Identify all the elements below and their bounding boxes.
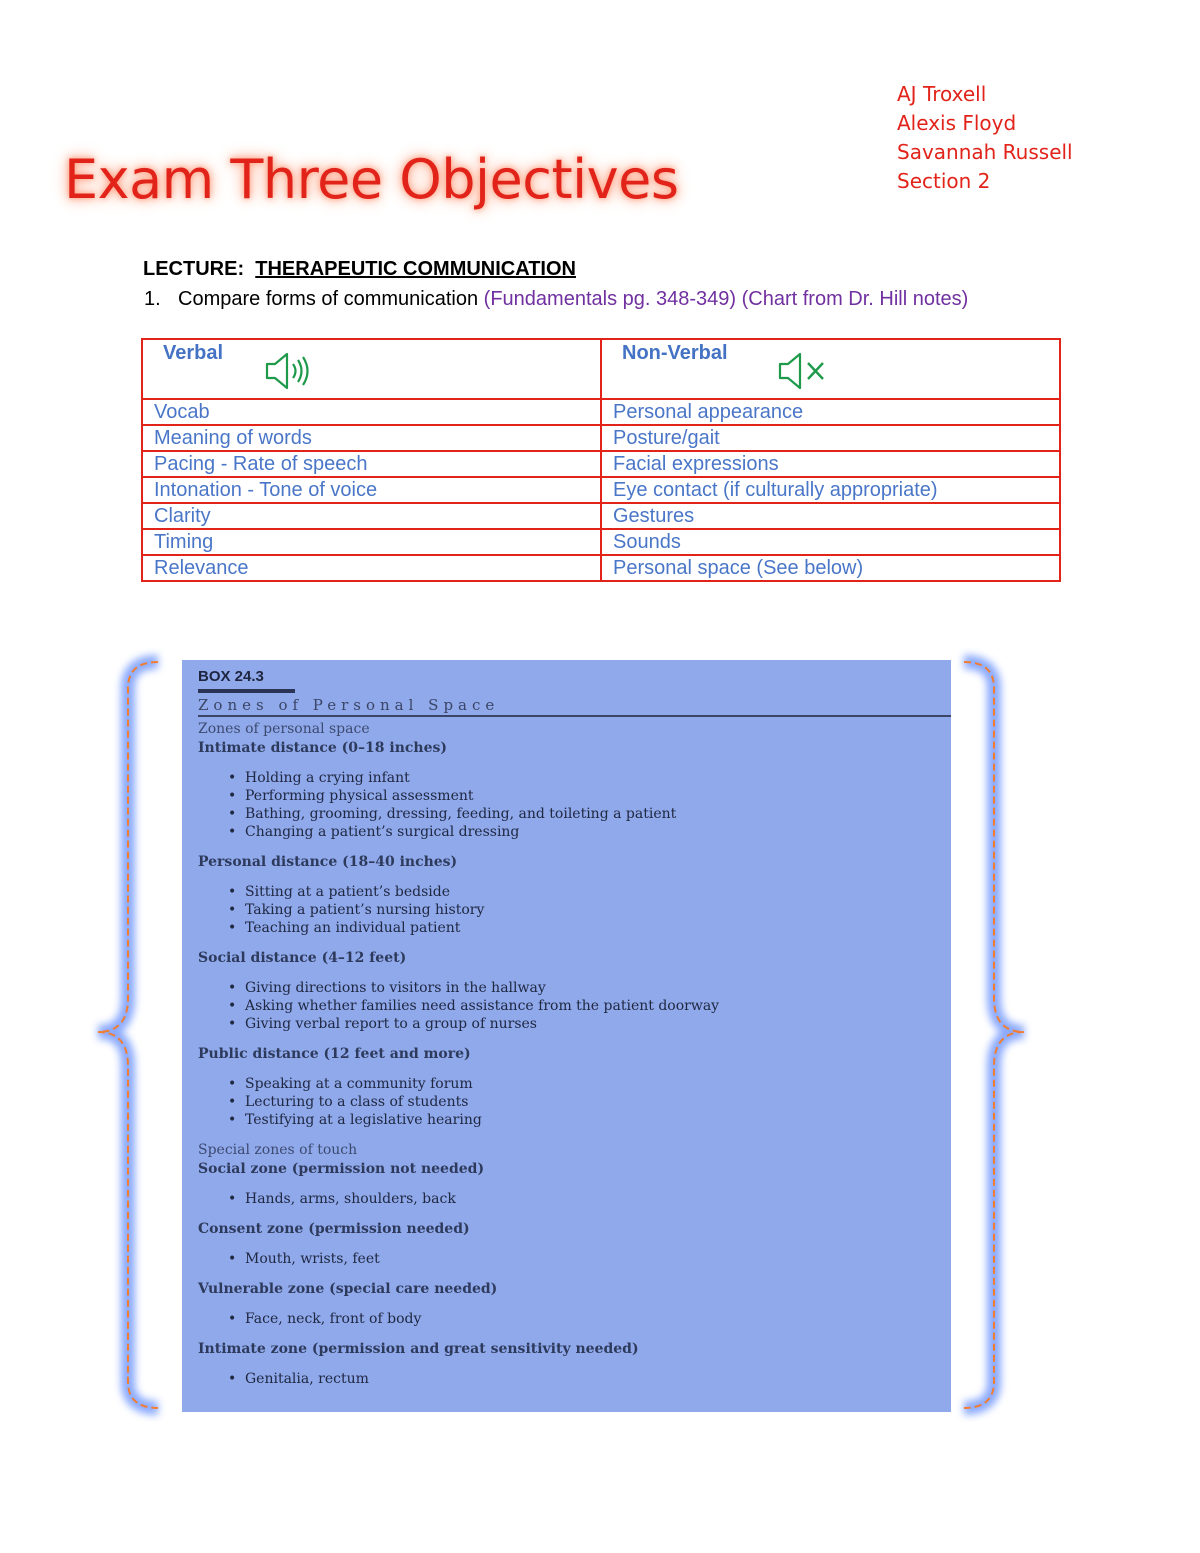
list-item: • Testifying at a legislative hearing <box>245 1111 941 1129</box>
speaker-on-icon <box>263 350 315 392</box>
table-cell-verbal: Pacing - Rate of speech <box>142 451 601 477</box>
lecture-colon: : <box>237 258 245 280</box>
non-verbal-header <box>601 339 1060 399</box>
section-list <box>198 769 941 841</box>
table-row <box>142 425 1060 451</box>
section-list <box>198 979 941 1033</box>
lecture-heading <box>143 258 576 281</box>
list-item: • Giving verbal report to a group of nurses <box>245 1015 941 1033</box>
list-item: • Face, neck, front of body <box>245 1310 941 1328</box>
section-heading: Vulnerable zone (special care needed) <box>198 1281 498 1297</box>
list-item: • Changing a patient’s surgical dressing <box>245 823 941 841</box>
personal-space-box <box>182 660 951 1412</box>
table-cell-verbal: Clarity <box>142 503 601 529</box>
communication-table <box>141 338 1061 582</box>
table-cell-verbal: Intonation - Tone of voice <box>142 477 601 503</box>
table-row <box>142 399 1060 425</box>
box-label-underline <box>198 689 295 693</box>
section-heading: Social distance (4–12 feet) <box>198 950 407 966</box>
author-list <box>897 80 1073 196</box>
table-row <box>142 451 1060 477</box>
table-cell-non-verbal: Facial expressions <box>601 451 1060 477</box>
table-cell-verbal: Vocab <box>142 399 601 425</box>
section-heading: Social zone (permission not needed) <box>198 1161 485 1177</box>
page-title: Exam Three Objectives <box>64 148 679 211</box>
list-item: • Sitting at a patient’s bedside <box>245 883 941 901</box>
author-name: Savannah Russell <box>897 140 1073 164</box>
section-list <box>198 1370 941 1388</box>
list-item: • Speaking at a community forum <box>245 1075 941 1093</box>
section-list <box>198 1075 941 1129</box>
lecture-label: LECTURE <box>143 258 238 280</box>
objective-reference: (Fundamentals pg. 348-349) (Chart from Dr. Hill notes) <box>483 288 969 310</box>
box-content <box>198 720 941 1388</box>
section-list <box>198 1190 941 1208</box>
objective-text: Compare forms of communication <box>178 288 484 310</box>
list-item: • Holding a crying infant <box>245 769 941 787</box>
list-item: • Hands, arms, shoulders, back <box>245 1190 941 1208</box>
list-item: • Performing physical assessment <box>245 787 941 805</box>
section-heading: Special zones of touch <box>198 1142 358 1158</box>
list-item: • Giving directions to visitors in the hallway <box>245 979 941 997</box>
box-title-rule <box>198 715 951 717</box>
objective-number: 1. <box>144 288 161 310</box>
non-verbal-header-label: Non-Verbal <box>622 342 728 364</box>
table-cell-non-verbal: Posture/gait <box>601 425 1060 451</box>
right-brace-icon <box>956 648 1036 1422</box>
table-cell-non-verbal: Sounds <box>601 529 1060 555</box>
verbal-header <box>142 339 601 399</box>
box-label: BOX 24.3 <box>198 668 264 685</box>
list-item: • Mouth, wrists, feet <box>245 1250 941 1268</box>
section-heading: Public distance (12 feet and more) <box>198 1046 471 1062</box>
section-heading: Zones of personal space <box>198 721 370 737</box>
table-header-row <box>142 339 1060 399</box>
table-cell-verbal: Timing <box>142 529 601 555</box>
author-name: AJ Troxell <box>897 82 987 106</box>
table-row <box>142 477 1060 503</box>
section-heading: Personal distance (18–40 inches) <box>198 854 458 870</box>
list-item: • Taking a patient’s nursing history <box>245 901 941 919</box>
table-row <box>142 503 1060 529</box>
table-row <box>142 529 1060 555</box>
table-cell-verbal: Meaning of words <box>142 425 601 451</box>
author-name: Alexis Floyd <box>897 111 1017 135</box>
table-cell-non-verbal: Gestures <box>601 503 1060 529</box>
section-list <box>198 1250 941 1268</box>
section-heading: Intimate zone (permission and great sensitivity needed) <box>198 1341 639 1357</box>
box-title: Zones of Personal Space <box>198 696 500 714</box>
section-list <box>198 1310 941 1328</box>
left-brace-icon <box>86 648 166 1422</box>
section-label: Section 2 <box>897 169 991 193</box>
table-row <box>142 555 1060 581</box>
table-cell-non-verbal: Personal space (See below) <box>601 555 1060 581</box>
table-cell-non-verbal: Eye contact (if culturally appropriate) <box>601 477 1060 503</box>
section-heading: Consent zone (permission needed) <box>198 1221 470 1237</box>
table-cell-verbal: Relevance <box>142 555 601 581</box>
list-item: • Asking whether families need assistance from the patient doorway <box>245 997 941 1015</box>
section-heading: Intimate distance (0–18 inches) <box>198 740 447 756</box>
list-item: • Bathing, grooming, dressing, feeding, and toileting a patient <box>245 805 941 823</box>
list-item: • Genitalia, rectum <box>245 1370 941 1388</box>
speaker-mute-icon <box>776 350 828 392</box>
table-cell-non-verbal: Personal appearance <box>601 399 1060 425</box>
lecture-topic: THERAPEUTIC COMMUNICATION <box>255 258 576 280</box>
list-item: • Lecturing to a class of students <box>245 1093 941 1111</box>
verbal-header-label: Verbal <box>163 342 224 364</box>
list-item: • Teaching an individual patient <box>245 919 941 937</box>
objective-item <box>144 286 1048 312</box>
section-list <box>198 883 941 937</box>
